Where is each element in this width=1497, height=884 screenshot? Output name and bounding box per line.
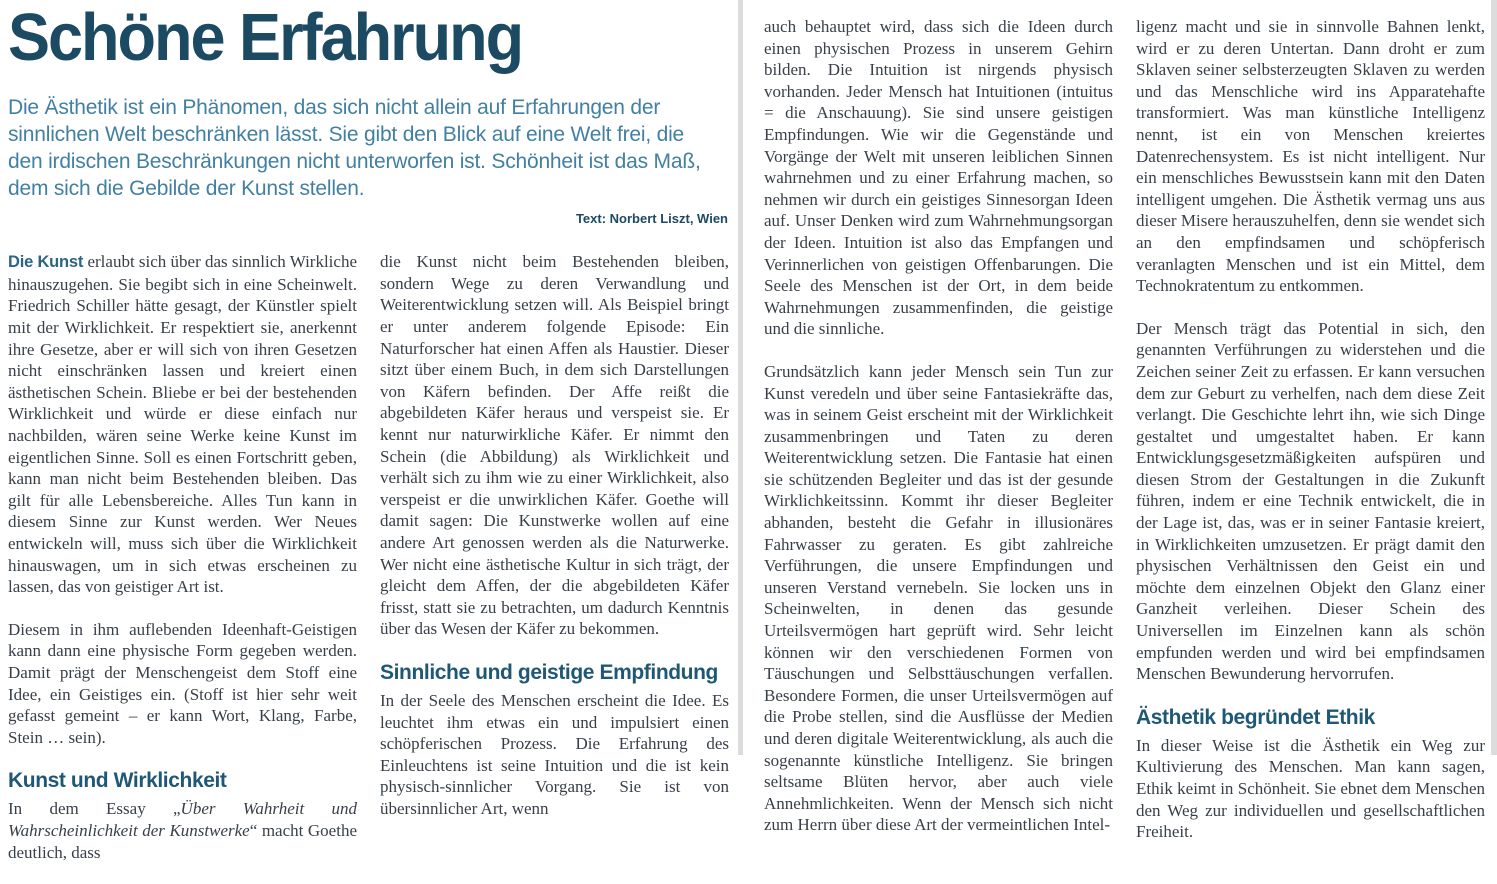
text-run: “ macht Goethe deutlich, dass xyxy=(8,820,357,862)
text-run: Grundsätzlich kann jeder Mensch sein Tun zur Kunst veredeln und über seine Fantasiekräfte das, was in seinem Geist erscheint mit der Wirklichkeit zusammenbringen und Taten zu deren Weiterentwicklung setzen. Die Fantasie hat einen sie schützenden Begleiter und das ist der gesunde Wirklichkeitssinn. Kommt ihr dieser Begleiter abhanden, besteht die Gefahr in illusionäres Fahrwasser zu geraten. Es gibt zahlreiche Verführungen, die unsere Empfindungen und unseren Verstand vernebeln. Sie locken uns in Scheinwelten, in denen das gesunde Urteilsvermögen hart geprüft wird. Sehr leicht können wir den verschiedenen Formen von Täuschungen und Selbsttäuschungen verfallen. Besondere Formen, die unser Urteilsvermögen auf die Probe stellen, sind die Ausflüsse der Medien und deren digitale Weiterentwicklung, als auch die sogenannte künstliche Intelligenz. Sie bringen seltsame Blüten hervor, aber auch viele Annehmlichkeiten. Wenn der Mensch sich nicht zum Herrn über diese Art der vermeintlichen Intel- xyxy=(764,361,1113,835)
paragraph-lead-in: Die Kunst xyxy=(8,253,84,272)
article-title: Schöne Erfahrung xyxy=(8,0,523,76)
text-column-2 xyxy=(380,251,729,884)
italic-essay-title: Über Wahrheit und Wahrscheinlichkeit der Kunstwerke xyxy=(8,799,357,840)
body-paragraph xyxy=(8,619,357,749)
body-paragraph xyxy=(764,361,1113,836)
right-page-columns xyxy=(764,16,1487,864)
body-paragraph xyxy=(764,16,1113,340)
body-paragraph xyxy=(1136,735,1485,843)
body-paragraph xyxy=(8,251,357,598)
text-run: Diesem in ihm auflebenden Ideenhaft-Geistigen kann dann eine physische Form gegeben werden. Damit prägt der Menschengeist dem Stoff eine Idee, ein Geistiges ein. (Stoff ist hier sehr weit gefasst gemeint – er kann Wort, Klang, Farbe, Stein … sein). xyxy=(8,619,357,747)
section-heading: Kunst und Wirklichkeit xyxy=(8,769,227,793)
text-run: auch behauptet wird, dass sich die Ideen durch einen physischen Prozess in unserem Gehirn bilden. Die Intuition ist nirgends physisch vorhanden. Jeder Mensch hat Intuitionen (intuitus = die Anschauung). Sie sind unsere geistigen Empfindungen. Wie wir die Gegenstände und Vorgänge der Welt mit unseren leiblichen Sinnen wahrnehmen und zu einer Erfahrung machen, so nehmen wir durch ein geistiges Sinnesorgan Ideen auf. Unser Denken wird zum Wahrnehmungsorgan der Ideen. Intuition ist also das Empfangen und Verinnerlichen von geistigen Offenbarungen. Die Seele des Menschen ist der Ort, in dem beide Wahrnehmungen zusammenfinden, die geistige und die sinnliche. xyxy=(764,17,1113,339)
left-page-columns xyxy=(8,251,738,884)
body-paragraph xyxy=(380,251,729,640)
page-edge-line xyxy=(1491,0,1497,755)
text-column-4 xyxy=(1136,16,1485,864)
text-run: In der Seele des Menschen erscheint die Idee. Es leuchtet ihm etwas ein und impulsiert einen schöpferischen Prozess. Die Erfahrung des Einleuchtens ist seine Intuition und die ist kein physisch-sinnlicher Vorgang. Sie ist von übersinnlicher Art, wenn xyxy=(380,690,729,818)
text-run: die Kunst nicht beim Bestehenden bleiben, sondern Wege zu deren Verwandlung und Weiterentwicklung setzen will. Als Beispiel bringt er unter anderem folgende Episode: Ein Naturforscher hat einen Affen als Haustier. Dieser sitzt über einem Buch, in dem sich Darstellungen von Käfern befinden. Der Affe reißt die abgebildeten Käfer heraus und verspeist sie. Er kennt nur naturwirkliche Käfer. Er nimmt den Schein (die Abbildung) als Wirklichkeit und verhält sich zu ihm wie zu einer Wirklichkeit, also verspeist er die unwirklichen Käfer. Goethe will damit sagen: Die Kunstwerke wollen auf eine andere Art genossen werden als die Naturwerke. Wer nicht eine ästhetische Kultur in sich trägt, der gleicht dem Affen, der die abgebildeten Käfer frisst, statt sie zu betrachten, um dadurch Kenntnis über das Wesen der Käfer zu bekommen. xyxy=(380,252,729,639)
right-page xyxy=(743,0,1497,842)
body-paragraph xyxy=(1136,318,1485,685)
section-heading: Sinnliche und geistige Empfindung xyxy=(380,660,718,684)
text-run: In dem Essay „ xyxy=(8,799,181,819)
text-column-1 xyxy=(8,251,357,884)
text-run: Der Mensch trägt das Potential in sich, den genannten Verführungen zu widerstehen und die Zeichen seiner Zeit zu erfassen. Er kann versuchen dem zur Geburt zu verhelfen, nach dem diese Zeit verlangt. Die Geschichte lehrt ihn, wie sich Dinge gestaltet und umgestaltet haben. Er kann Entwicklungsgesetzmäßigkeiten aufspüren und diesen Strom der Gestaltungen in die Zukunft führen, indem er eine Technik entwickelt, die in der Lage ist, das, was er in seiner Fantasie kreiert, in Wirklichkeiten umzusetzen. Er prägt damit den physischen Verhältnissen den Geist ein und möchte dem einzelnen Objekt den Glanz einer Ganzheit verleihen. Dieser Schein des Universellen im Einzelnen kann als schön empfunden werden und wird bei empfindsamen Menschen Bewunderung hervorrufen. xyxy=(1136,318,1485,684)
text-run: erlaubt sich über das sinnlich Wirkliche hinauszugehen. Sie begibt sich in eine Scheinwelt. Friedrich Schiller hätte gesagt, der Künstler spielt mit der Wirklichkeit. Er respektiert sie, anerkennt ihre Gesetze, aber er will sich von ihren Gesetzen nicht einschränken lassen und kreiert einen ästhetischen Schein. Bliebe er bei der bestehenden Wirklichkeit und würde er diese einfach nur nachbilden, wären seine Werke keine Kunst im eigentlichen Sinne. Soll es einen Fortschritt geben, kann man nicht beim Bestehenden bleiben. Das gilt für alle Lebensbereiche. Alles Tun kann in diesem Sinne zur Kunst werden. Wer Neues entwickeln will, muss sich über die Wirklichkeit hinauswagen, um in sich etwas erscheinen zu lassen, das von geistiger Art ist. xyxy=(8,252,357,597)
section-heading: Ästhetik begründet Ethik xyxy=(1136,705,1375,729)
left-page xyxy=(0,0,738,862)
article-lede: Die Ästhetik ist ein Phänomen, das sich nicht allein auf Erfahrungen der sinnlichen Welt beschränken lässt. Sie gibt den Blick auf eine Welt frei, die den irdischen Beschränkungen nicht unterworfen ist. Schönheit ist das Maß, dem sich die Gebilde der Kunst stellen. xyxy=(8,96,701,201)
text-column-3 xyxy=(764,16,1113,864)
body-paragraph xyxy=(8,798,357,863)
text-run: In dieser Weise ist die Ästhetik ein Weg zur Kultivierung des Menschen. Man kann sagen, Ethik keimt in Schönheit. Sie ebnet dem Menschen den Weg zur individuellen und gesellschaftlichen Freiheit. xyxy=(1136,735,1485,842)
body-paragraph xyxy=(1136,16,1485,297)
text-run: ligenz macht und sie in sinnvolle Bahnen lenkt, wird er zu deren Untertan. Dann droht er zum Sklaven seiner selbsterzeugten Sklaven zu werden und das Menschliche wird ins Apparatehafte transformiert. Was man künstliche Intelligenz nennt, ist ein von Menschen kreiertes Datenrechensystem. Es ist nicht intelligent. Nur ein menschliches Bewusstsein kann mit den Daten intelligent umgehen. Die Ästhetik vermag uns aus dieser Misere herauszuhelfen, denn sie wendet sich an den empfindsamen und schöpferisch veranlagten Menschen und ist ein Mittel, dem Technokratentum zu entkommen. xyxy=(1136,17,1485,296)
article-byline: Text: Norbert Liszt, Wien xyxy=(575,211,728,227)
